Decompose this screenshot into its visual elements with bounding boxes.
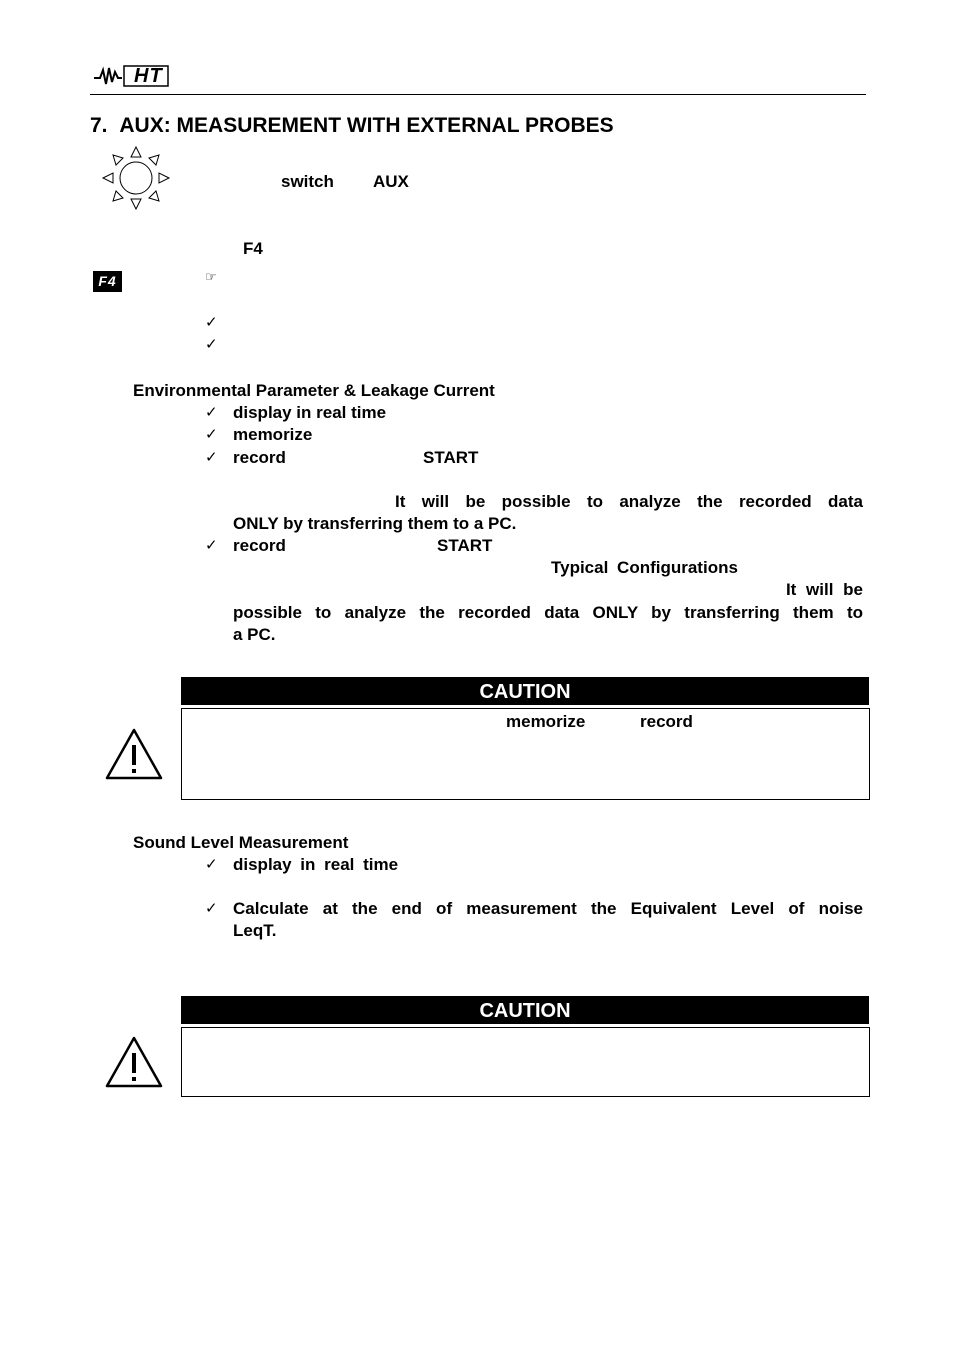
hand-pointer-icon: ☞ <box>205 270 217 285</box>
env-item-record2-start: START <box>437 536 493 555</box>
section-number: 7. <box>90 114 108 137</box>
sound-heading: Sound Level Measurement <box>133 833 349 852</box>
env-item-record: record <box>233 448 286 467</box>
caution-box <box>181 708 870 800</box>
warning-triangle-icon <box>104 1035 164 1089</box>
f4-key-label: F4 <box>98 273 117 289</box>
env-item-display: display in real time <box>233 403 387 422</box>
warning-triangle-icon <box>104 727 164 781</box>
check-icon: ✓ <box>205 314 218 331</box>
caution-record: record <box>640 712 693 731</box>
env-record-note-line1: It will be possible to analyze the recorded data <box>395 492 863 511</box>
f4-text: F4 <box>243 239 263 258</box>
env-record2-note-line1: It will be <box>785 580 863 599</box>
env-item-record2: record <box>233 536 286 555</box>
section-title <box>90 114 614 138</box>
check-icon: ✓ <box>205 856 218 873</box>
brand-logo <box>92 62 172 88</box>
typical-configurations-ref: Typical Configurations <box>551 558 738 577</box>
env-record2-note-line2: possible to analyze the recorded data ONLY by transferring them to <box>233 603 863 622</box>
sound-item-leq-line1: Calculate at the end of measurement the Equivalent Level of noise <box>233 899 863 918</box>
caution-box <box>181 1027 870 1097</box>
check-icon: ✓ <box>205 537 218 554</box>
env-item-record-start: START <box>423 448 479 467</box>
logo-text: HT <box>134 65 163 87</box>
f4-key-icon <box>93 271 122 292</box>
check-icon: ✓ <box>205 900 218 917</box>
rotary-switch-icon <box>100 145 172 211</box>
caution-header: CAUTION <box>181 996 869 1024</box>
aux-label: AUX <box>373 172 409 191</box>
check-icon: ✓ <box>205 426 218 443</box>
env-record2-note-line3: a PC. <box>233 625 276 644</box>
sound-item-leq-line2: LeqT. <box>233 921 277 940</box>
env-item-memorize: memorize <box>233 425 313 444</box>
caution-header: CAUTION <box>181 677 869 705</box>
header-rule <box>90 94 866 95</box>
env-record-note-line2: ONLY by transferring them to a PC. <box>233 514 517 533</box>
sound-item-display: display in real time <box>233 855 399 874</box>
switch-label: switch <box>281 172 334 191</box>
check-icon: ✓ <box>205 404 218 421</box>
check-icon: ✓ <box>205 449 218 466</box>
section-title-text: AUX: MEASUREMENT WITH EXTERNAL PROBES <box>119 114 614 137</box>
caution-memorize: memorize <box>506 712 586 731</box>
env-heading: Environmental Parameter & Leakage Current <box>133 381 495 400</box>
check-icon: ✓ <box>205 336 218 353</box>
